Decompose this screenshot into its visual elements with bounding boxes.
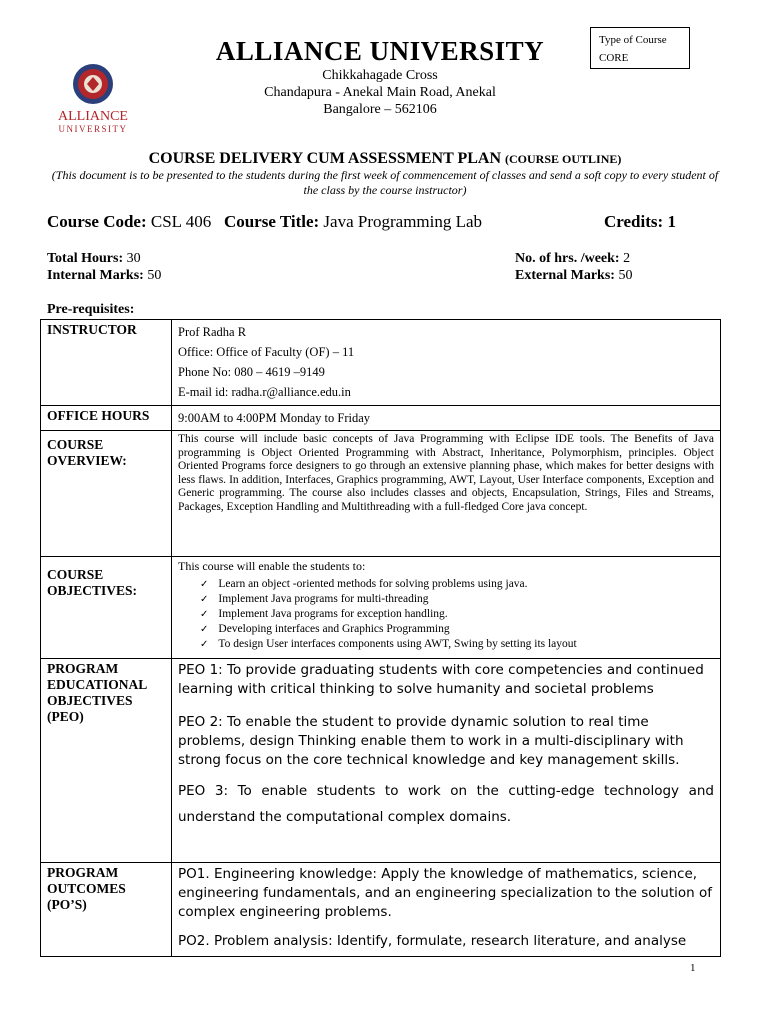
po-1: PO1. Engineering knowledge: Apply the knowledge of mathematics, science, engineering fundamentals, and an engineering specialization to the solution of complex engineering problems. — [178, 866, 713, 920]
address-line-2: Chandapura - Anekal Main Road, Anekal — [264, 85, 496, 100]
course-overview-label: COURSE OVERVIEW: — [41, 431, 172, 557]
peo-label: PROGRAM EDUCATIONAL OBJECTIVES (PEO) — [41, 659, 172, 863]
course-line — [47, 212, 727, 232]
list-item: ✓ Implement Java programs for exception handling. — [200, 607, 714, 622]
program-outcomes-label: PROGRAM OUTCOMES (PO’S) — [41, 863, 172, 957]
university-name: ALLIANCE UNIVERSITY — [215, 36, 545, 66]
university-logo — [48, 62, 138, 136]
program-outcomes-cell — [172, 863, 721, 957]
row-course-overview — [41, 431, 721, 557]
plan-title-sub: (COURSE OUTLINE) — [505, 152, 622, 166]
row-peo — [41, 659, 721, 863]
list-item: ✓ Learn an object -oriented methods for solving problems using java. — [200, 577, 714, 592]
office-hours-value: 9:00AM to 4:00PM Monday to Friday — [172, 406, 721, 431]
objectives-list — [200, 577, 714, 652]
peo-1: PEO 1: To provide graduating students with core competencies and continued learning with critical thinking to solve humanity and societal problems — [178, 662, 704, 697]
list-item: ✓ Implement Java programs for multi-threading — [200, 592, 714, 607]
row-program-outcomes — [41, 863, 721, 957]
svg-text:ALLIANCE: ALLIANCE — [58, 109, 128, 124]
objectives-intro: This course will enable the students to: — [178, 559, 366, 573]
row-course-objectives — [41, 557, 721, 659]
svg-text:UNIVERSITY: UNIVERSITY — [58, 124, 128, 134]
row-office-hours — [41, 406, 721, 431]
course-code: CSL 406 — [150, 212, 212, 231]
instructor-label: INSTRUCTOR — [41, 320, 172, 406]
course-plan-table — [40, 319, 721, 957]
plan-title-main: COURSE DELIVERY CUM ASSESSMENT PLAN — [148, 150, 502, 167]
prerequisites-label: Pre-requisites: — [47, 302, 135, 317]
course-overview-text: This course will include basic concepts of Java Programming with Eclipse IDE tools. The Benefits of Java programming is Object Oriented Programming with Abstract, Inheritance, Polymorphism, principles. Object Oriented Programs force designers to go through an extensive planning phase, which makes for better designs with less flaws. In addition, Interfaces, Graphics programming, AWT, Layout, User Interface components, Exception and Generic programming. The course also includes classes and objects, Encapsulation, Strings, Files and Streams, Packages, Exception Handling and Multithreading with a full-fledged Core java concept. — [172, 431, 721, 557]
peo-3: PEO 3: To enable students to work on the cutting-edge technology and understand the computational complex domains. — [178, 783, 714, 825]
plan-note: (This document is to be presented to the students during the first week of commencement of classes and send a soft copy to every student of the class by the course instructor) — [51, 168, 719, 197]
list-item: ✓ Developing interfaces and Graphics Programming — [200, 622, 714, 637]
po-2: PO2. Problem analysis: Identify, formulate, research literature, and analyse — [178, 933, 687, 949]
internal-marks: Internal Marks: 50 — [47, 268, 162, 283]
row-instructor — [41, 320, 721, 406]
instructor-office: Office: Office of Faculty (OF) – 11 — [178, 345, 355, 359]
credits-value: 1 — [667, 212, 676, 231]
external-marks: External Marks: 50 — [515, 268, 633, 283]
list-item: ✓ To design User interfaces components using AWT, Swing by setting its layout — [200, 637, 714, 652]
type-of-course-label: Type of Course — [599, 34, 667, 46]
course-title: Java Programming Lab — [323, 212, 483, 231]
instructor-name: Prof Radha R — [178, 325, 247, 339]
instructor-email: E-mail id: radha.r@alliance.edu.in — [178, 385, 351, 399]
course-code-label: Course Code: — [47, 212, 147, 231]
course-objectives-cell — [172, 557, 721, 659]
type-of-course-box — [590, 27, 690, 69]
page-number: 1 — [690, 962, 696, 974]
course-title-label: Course Title: — [223, 212, 320, 231]
credits-label: Credits: — [604, 212, 664, 231]
course-objectives-label: COURSE OBJECTIVES: — [41, 557, 172, 659]
peo-2: PEO 2: To enable the student to provide dynamic solution to real time problems, design Thinking enable them to work in a multi-disciplinary with strong focus on the core technical knowledge and key management skills. — [178, 714, 684, 768]
peo-cell — [172, 659, 721, 863]
total-hours: Total Hours: 30 — [47, 251, 141, 266]
hours-per-week: No. of hrs. /week: 2 — [515, 251, 631, 266]
type-of-course-value: CORE — [599, 52, 629, 64]
address-line-1: Chikkahagade Cross — [322, 68, 438, 83]
address-line-3: Bangalore – 562106 — [323, 102, 437, 117]
office-hours-label: OFFICE HOURS — [41, 406, 172, 431]
instructor-phone: Phone No: 080 – 4619 –9149 — [178, 365, 325, 379]
instructor-details — [172, 320, 721, 406]
plan-title — [40, 150, 730, 168]
